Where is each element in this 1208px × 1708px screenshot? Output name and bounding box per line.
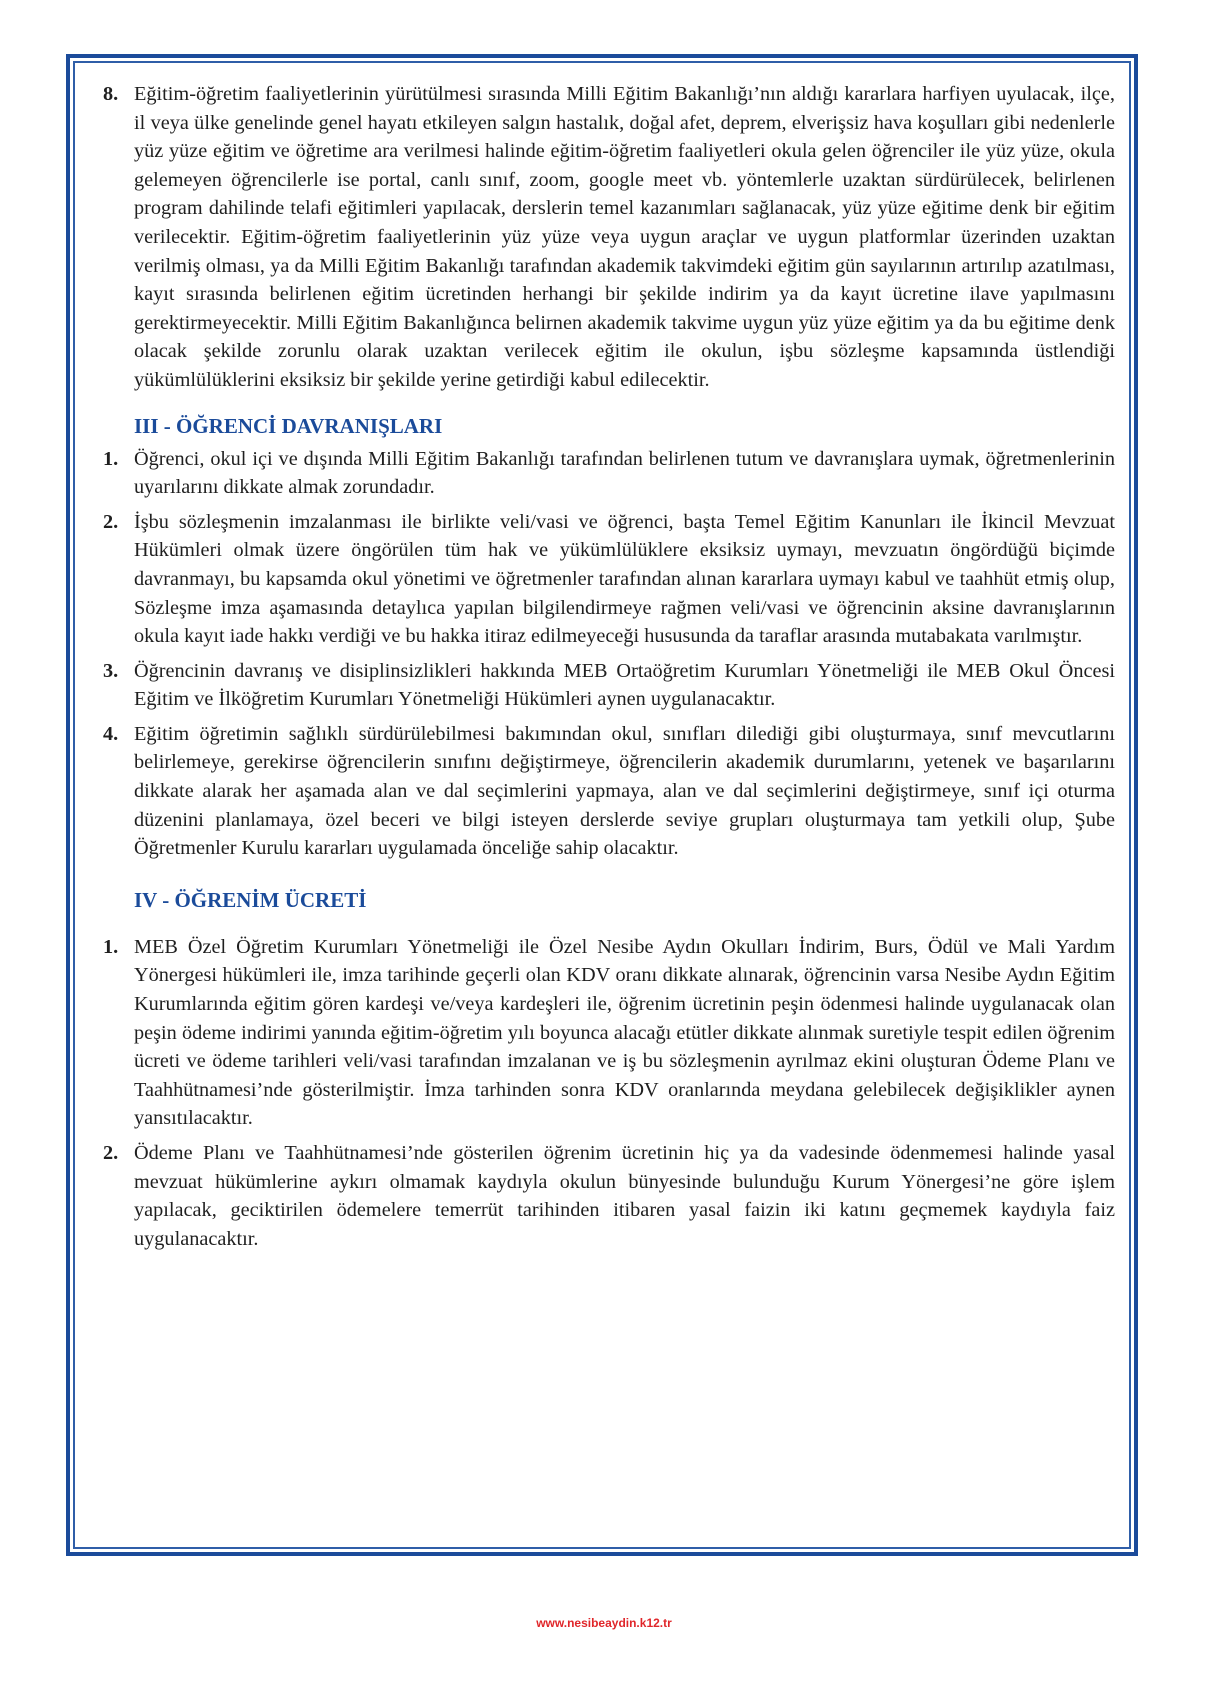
clause-item xyxy=(94,657,1115,714)
clause-text: Öğrenci, okul içi ve dışında Milli Eğitim Bakanlığı tarafından belirlenen tutum ve davranışlara uymak, öğretmenlerinin uyarılarını dikkate almak zorundadır. xyxy=(134,447,1115,499)
clause-item xyxy=(94,720,1115,863)
section-heading-ogrenim-ucreti: IV - ÖĞRENİM ÜCRETİ xyxy=(134,887,367,912)
clause-text: MEB Özel Öğretim Kurumları Yönetmeliği ile Özel Nesibe Aydın Okulları İndirim, Burs, Ödül ve Mali Yardım Yönergesi hükümleri ile, imza tarihinde geçerli olan KDV oranı dikkate alınarak, öğrencinin varsa Nesibe Aydın Eğitim Kurumlarında eğitim gören kardeşi ve/veya kardeşleri ile, öğrenim ücretinin peşin ödenmesi halinde uygulanacak olan peşin ödeme indirimi yanında eğitim-öğretim yılı boyunca alacağı etütler dikkate alınmak suretiyle tespit edilen öğrenim ücreti ve ödeme tarihleri veli/vasi tarafından imzalanan ve iş bu sözleşmenin ayrılmaz ekini oluşturan Ödeme Planı ve Taahhütnamesi’nde gösterilmiştir. İmza tarhinden sonra KDV oranlarında meydana gelebilecek değişiklikler aynen yansıtılacaktır. xyxy=(134,935,1115,1130)
clause-number: 1. xyxy=(103,935,119,958)
clause-item xyxy=(94,80,1115,395)
clause-item xyxy=(94,508,1115,651)
clause-number: 2. xyxy=(103,1142,119,1164)
clause-text: İşbu sözleşmenin imzalanması ile birlikte veli/vasi ve öğrenci, başta Temel Eğitim Kanunları ile İkincil Mevzuat Hükümleri olmak üzere öngörülen tüm hak ve yükümlülüklere eksiksiz uymayı, mevzuatın öngördüğü biçimde davranmayı, bu kapsamda okul yönetimi ve öğretmenler tarafından alınan kararlara uymayı kabul ve taahhüt etmiş olup, Sözleşme imza aşamasında detaylıca yapılan bilgilendirmeye rağmen veli/vasi ve öğrencinin aksine davranışlarının okula kayıt iade hakkı verdiği ve bu hakka itiraz edilmeyeceği hususunda da taraflar arasında mutabakata varılmıştır. xyxy=(134,510,1115,648)
clause-number: 4. xyxy=(103,722,119,745)
clause-item xyxy=(94,445,1115,502)
clause-number: 2. xyxy=(103,510,119,533)
clause-text: Eğitim öğretimin sağlıklı sürdürülebilmesi bakımından okul, sınıfları dilediği gibi oluşturmaya, sınıf mevcutlarını belirlemeye, gerekirse öğrencilerin sınıfını değiştirmeye, öğrencilerin akademik durumlarını, yetenek ve başarılarını dikkate alarak her aşamada alan ve dal seçimlerini yapmaya, alan ve dal seçimlerini değiştirmeye, sınıf içi oturma düzenini planlamaya, özel beceri ve bilgi isteyen derslerde seviye grupları oluşturmaya tam yetkili olup, Şube Öğretmenler Kurulu kararları uygulamada önceliğe sahip olacaktır. xyxy=(134,722,1115,860)
clause-text: Ödeme Planı ve Taahhütnamesi’nde gösterilen öğrenim ücretinin hiç ya da vadesinde ödenmemesi halinde yasal mevzuat hükümlerine aykırı olmamak kaydıyla okulun bünyesinde bulunduğu Kurum Yönergesi’ne göre işlem yapılacak, geciktirilen ödemelere temerrüt tarihinden itibaren yasal faizin iki katını geçmemek kaydıyla faiz uygulanacaktır. xyxy=(134,1142,1115,1250)
clause-number: 3. xyxy=(103,659,119,682)
clause-text: Öğrencinin davranış ve disiplinsizlikleri hakkında MEB Ortaöğretim Kurumları Yönetmeliği ile MEB Okul Öncesi Eğitim ve İlköğretim Kurumları Yönetmeliği Hükümleri aynen uygulanacaktır. xyxy=(134,659,1115,711)
section-heading-ogrenci-davranislari: III - ÖĞRENCİ DAVRANIŞLARI xyxy=(134,413,443,438)
clause-item xyxy=(94,1139,1115,1253)
footer-website-link[interactable]: www.nesibeaydin.k12.tr xyxy=(536,1616,672,1630)
document-body xyxy=(94,80,1115,1259)
clause-number: 8. xyxy=(103,83,119,105)
clause-text: Eğitim-öğretim faaliyetlerinin yürütülmesi sırasında Milli Eğitim Bakanlığı’nın aldığı kararlara harfiyen uyulacak, ilçe, il veya ülke genelinde genel hayatı etkileyen salgın hastalık, doğal afet, deprem, elverişsiz hava koşulları gibi nedenlerle yüz yüze eğitim ve öğretime ara verilmesi halinde eğitim-öğretim faaliyetleri okula gelen öğrenciler ile yüz yüze, okula gelemeyen öğrencilerle ise portal, canlı sınıf, zoom, google meet vb. yöntemlerle uzaktan sürdürülecek, belirlenen program dahilinde telafi eğitimleri yapılacak, derslerin temel kazanımları sağlanacak, yüz yüze eğitime denk bir eğitim verilecektir. Eğitim-öğretim faaliyetlerinin yüz yüze veya uygun araçlar ve uygun platformlar üzerinden uzaktan verilmiş olması, ya da Milli Eğitim Bakanlığı tarafından akademik takvimdeki eğitim gün sayılarının artırılıp azatılması, kayıt sırasında belirlenen eğitim ücretinden herhangi bir şekilde indirim ya da kayıt ücretine ilave yapılmasını gerektirmeyecektir. Milli Eğitim Bakanlığınca belirnen akademik takvime uygun yüz yüze eğitim ya da bu eğitime denk olacak şekilde zorunlu olarak uzaktan verilecek eğitim ile okulun, işbu sözleşme kapsamında üstlendiği yükümlülüklerini eksiksiz bir şekilde yerine getirdiği kabul edilecektir. xyxy=(134,83,1115,391)
clause-item xyxy=(94,933,1115,1133)
clause-number: 1. xyxy=(103,447,119,470)
